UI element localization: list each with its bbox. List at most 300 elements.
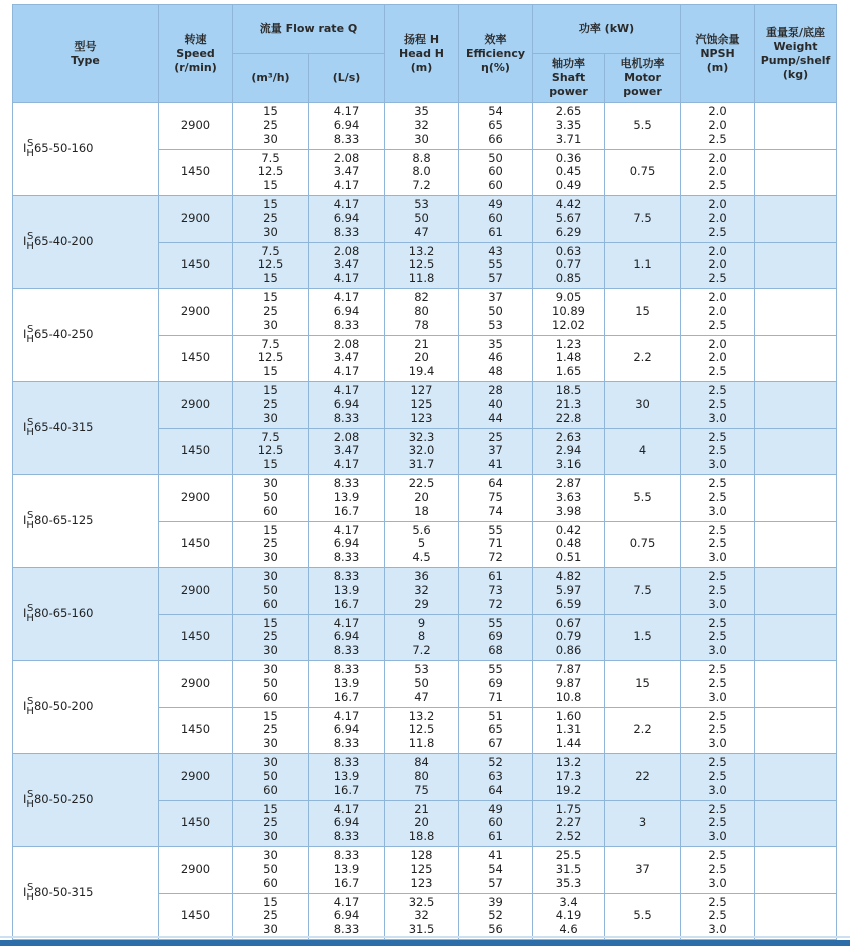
head-cell <box>385 754 459 801</box>
model-prefix: I <box>23 513 27 528</box>
model-number: 80-50-200 <box>33 699 94 714</box>
npsh-value: 2.5 <box>708 722 727 737</box>
weight-cell <box>755 382 837 429</box>
table-row <box>13 289 837 336</box>
model-number: 65-40-200 <box>33 234 94 249</box>
shaft-power-value: 9.05 <box>555 290 582 305</box>
flow-ls-value: 4.17 <box>333 104 360 119</box>
shaft-power-value: 3.71 <box>555 131 582 146</box>
head-cell <box>385 707 459 754</box>
efficiency-value: 48 <box>488 364 503 379</box>
flow-ls-cell <box>309 475 385 522</box>
head-value: 32.5 <box>408 894 435 909</box>
shaft-power-value: 2.87 <box>555 476 582 491</box>
shaft-power-cell <box>533 893 605 940</box>
flow-m3h-cell <box>233 893 309 940</box>
efficiency-value: 44 <box>488 410 503 425</box>
model-prefix: I <box>23 606 27 621</box>
head-value: 32 <box>414 908 429 923</box>
npsh-value: 2.0 <box>708 257 727 272</box>
speed-cell: 2900 <box>159 754 233 801</box>
flow-m3h-value: 30 <box>263 829 278 844</box>
model-number: 80-50-250 <box>33 792 94 807</box>
flow-ls-value: 8.33 <box>333 829 360 844</box>
npsh-value: 2.5 <box>708 271 727 286</box>
header-power: 功率 (kW) <box>533 5 681 54</box>
head-value: 82 <box>414 290 429 305</box>
header-head: 扬程 H Head H (m) <box>385 5 459 103</box>
flow-m3h-value: 30 <box>263 848 278 863</box>
head-value: 125 <box>410 396 433 411</box>
flow-m3h-value: 12.5 <box>257 350 284 365</box>
shaft-power-value: 7.87 <box>555 662 582 677</box>
head-value: 29 <box>414 596 429 611</box>
flow-ls-value: 16.7 <box>333 782 360 797</box>
head-cell <box>385 661 459 708</box>
flow-ls-value: 4.17 <box>333 615 360 630</box>
speed-cell: 2900 <box>159 661 233 708</box>
shaft-power-value: 1.65 <box>555 364 582 379</box>
efficiency-value: 57 <box>488 875 503 890</box>
npsh-value: 2.5 <box>708 615 727 630</box>
table-row <box>13 661 837 708</box>
efficiency-cell <box>459 196 533 243</box>
model-cell <box>13 847 159 940</box>
head-value: 50 <box>414 675 429 690</box>
efficiency-value: 57 <box>488 271 503 286</box>
flow-ls-value: 4.17 <box>333 364 360 379</box>
flow-m3h-value: 15 <box>263 383 278 398</box>
head-value: 11.8 <box>408 736 435 751</box>
flow-ls-value: 8.33 <box>333 736 360 751</box>
flow-ls-value: 4.17 <box>333 290 360 305</box>
npsh-value: 3.0 <box>708 550 727 565</box>
head-cell <box>385 289 459 336</box>
weight-cell <box>755 614 837 661</box>
head-cell <box>385 149 459 196</box>
shaft-power-value: 0.42 <box>555 522 582 537</box>
flow-m3h-value: 25 <box>263 722 278 737</box>
flow-m3h-value: 7.5 <box>261 429 280 444</box>
header-motor-power: 电机功率 Motor power <box>605 54 681 103</box>
flow-m3h-cell <box>233 196 309 243</box>
motor-power-cell: 2.2 <box>605 707 681 754</box>
weight-cell <box>755 103 837 150</box>
npsh-value: 2.5 <box>708 396 727 411</box>
head-cell <box>385 800 459 847</box>
shaft-power-value: 5.97 <box>555 582 582 597</box>
efficiency-value: 49 <box>488 197 503 212</box>
flow-m3h-value: 30 <box>263 131 278 146</box>
npsh-value: 3.0 <box>708 875 727 890</box>
head-cell <box>385 428 459 475</box>
motor-power-cell: 22 <box>605 754 681 801</box>
model-cell <box>13 382 159 475</box>
efficiency-value: 55 <box>488 615 503 630</box>
model-sup-sub <box>26 511 34 531</box>
flow-ls-value: 4.17 <box>333 457 360 472</box>
head-value: 18 <box>414 503 429 518</box>
model-cell <box>13 475 159 568</box>
table-row <box>13 475 837 522</box>
head-value: 4.5 <box>412 550 431 565</box>
head-value: 12.5 <box>408 722 435 737</box>
flow-ls-value: 4.17 <box>333 522 360 537</box>
model-sup-sub <box>26 604 34 624</box>
model-sup: S <box>26 789 34 800</box>
npsh-value: 2.0 <box>708 243 727 258</box>
flow-ls-cell <box>309 242 385 289</box>
head-cell <box>385 568 459 615</box>
pump-spec-table <box>12 4 837 940</box>
flow-m3h-cell <box>233 289 309 336</box>
efficiency-value: 41 <box>488 848 503 863</box>
flow-ls-value: 8.33 <box>333 569 360 584</box>
flow-m3h-cell <box>233 800 309 847</box>
header-efficiency: 效率 Efficiency η(%) <box>459 5 533 103</box>
shaft-power-value: 3.63 <box>555 489 582 504</box>
flow-m3h-cell <box>233 568 309 615</box>
flow-m3h-value: 50 <box>263 582 278 597</box>
flow-ls-cell <box>309 661 385 708</box>
shaft-power-value: 6.59 <box>555 596 582 611</box>
head-cell <box>385 335 459 382</box>
shaft-power-value: 1.23 <box>555 336 582 351</box>
weight-cell <box>755 196 837 243</box>
flow-ls-value: 4.17 <box>333 801 360 816</box>
shaft-power-cell <box>533 754 605 801</box>
efficiency-value: 69 <box>488 675 503 690</box>
npsh-cell <box>681 568 755 615</box>
efficiency-cell <box>459 428 533 475</box>
head-cell <box>385 196 459 243</box>
npsh-cell <box>681 196 755 243</box>
npsh-value: 2.5 <box>708 224 727 239</box>
shaft-power-cell <box>533 475 605 522</box>
model-number: 65-40-250 <box>33 327 94 342</box>
model-number: 80-65-160 <box>33 606 94 621</box>
npsh-cell <box>681 475 755 522</box>
model-prefix: I <box>23 327 27 342</box>
shaft-power-value: 4.19 <box>555 908 582 923</box>
weight-cell <box>755 661 837 708</box>
speed-cell: 1450 <box>159 242 233 289</box>
motor-power-cell: 7.5 <box>605 568 681 615</box>
flow-ls-value: 4.17 <box>333 708 360 723</box>
shaft-power-value: 2.63 <box>555 429 582 444</box>
weight-cell <box>755 289 837 336</box>
flow-ls-value: 13.9 <box>333 582 360 597</box>
efficiency-value: 52 <box>488 908 503 923</box>
shaft-power-value: 21.3 <box>555 396 582 411</box>
shaft-power-value: 0.86 <box>555 643 582 658</box>
flow-m3h-value: 25 <box>263 908 278 923</box>
npsh-value: 3.0 <box>708 410 727 425</box>
efficiency-value: 72 <box>488 550 503 565</box>
shaft-power-value: 35.3 <box>555 875 582 890</box>
head-value: 32 <box>414 582 429 597</box>
efficiency-value: 37 <box>488 290 503 305</box>
npsh-value: 2.5 <box>708 131 727 146</box>
flow-m3h-value: 15 <box>263 197 278 212</box>
efficiency-value: 72 <box>488 596 503 611</box>
npsh-value: 2.5 <box>708 768 727 783</box>
efficiency-value: 43 <box>488 243 503 258</box>
efficiency-cell <box>459 707 533 754</box>
npsh-value: 2.5 <box>708 708 727 723</box>
npsh-value: 2.5 <box>708 801 727 816</box>
flow-ls-cell <box>309 335 385 382</box>
flow-ls-value: 8.33 <box>333 410 360 425</box>
efficiency-value: 69 <box>488 629 503 644</box>
motor-power-cell: 30 <box>605 382 681 429</box>
speed-cell: 2900 <box>159 289 233 336</box>
flow-ls-value: 16.7 <box>333 596 360 611</box>
efficiency-value: 51 <box>488 708 503 723</box>
flow-ls-cell <box>309 382 385 429</box>
npsh-value: 2.5 <box>708 522 727 537</box>
model-sup: S <box>26 231 34 242</box>
head-value: 8 <box>417 629 426 644</box>
shaft-power-value: 2.94 <box>555 443 582 458</box>
shaft-power-value: 0.49 <box>555 178 582 193</box>
efficiency-value: 61 <box>488 569 503 584</box>
npsh-value: 2.0 <box>708 117 727 132</box>
flow-m3h-value: 7.5 <box>261 336 280 351</box>
flow-m3h-value: 60 <box>263 875 278 890</box>
npsh-value: 2.5 <box>708 569 727 584</box>
flow-ls-value: 8.33 <box>333 476 360 491</box>
efficiency-value: 75 <box>488 489 503 504</box>
flow-ls-value: 8.33 <box>333 317 360 332</box>
shaft-power-value: 2.65 <box>555 104 582 119</box>
npsh-value: 2.0 <box>708 350 727 365</box>
efficiency-value: 65 <box>488 117 503 132</box>
flow-m3h-value: 30 <box>263 922 278 937</box>
efficiency-value: 53 <box>488 317 503 332</box>
speed-cell: 2900 <box>159 475 233 522</box>
table-body <box>13 103 837 940</box>
model-sub: H <box>26 241 34 252</box>
speed-cell: 2900 <box>159 568 233 615</box>
flow-ls-cell <box>309 754 385 801</box>
speed-cell: 1450 <box>159 800 233 847</box>
flow-ls-value: 8.33 <box>333 224 360 239</box>
flow-ls-value: 13.9 <box>333 768 360 783</box>
flow-m3h-value: 50 <box>263 489 278 504</box>
flow-m3h-value: 30 <box>263 317 278 332</box>
shaft-power-value: 0.51 <box>555 550 582 565</box>
head-value: 32.0 <box>408 443 435 458</box>
model-prefix: I <box>23 234 27 249</box>
model-sup-sub <box>26 139 34 159</box>
flow-m3h-cell <box>233 335 309 382</box>
table-row <box>13 382 837 429</box>
shaft-power-value: 2.52 <box>555 829 582 844</box>
header-shaft-power: 轴功率 Shaft power <box>533 54 605 103</box>
head-value: 31.5 <box>408 922 435 937</box>
flow-m3h-cell <box>233 847 309 894</box>
head-value: 78 <box>414 317 429 332</box>
head-value: 32.3 <box>408 429 435 444</box>
header-speed: 转速 Speed (r/min) <box>159 5 233 103</box>
efficiency-cell <box>459 289 533 336</box>
shaft-power-value: 0.48 <box>555 536 582 551</box>
flow-m3h-value: 30 <box>263 755 278 770</box>
flow-ls-value: 8.33 <box>333 848 360 863</box>
efficiency-value: 37 <box>488 443 503 458</box>
flow-ls-value: 4.17 <box>333 894 360 909</box>
shaft-power-value: 0.36 <box>555 150 582 165</box>
npsh-value: 3.0 <box>708 736 727 751</box>
flow-m3h-value: 15 <box>263 364 278 379</box>
header-flow-ls: (L/s) <box>309 54 385 103</box>
flow-m3h-value: 15 <box>263 522 278 537</box>
efficiency-cell <box>459 568 533 615</box>
head-value: 7.2 <box>412 178 431 193</box>
shaft-power-value: 18.5 <box>555 383 582 398</box>
motor-power-cell: 7.5 <box>605 196 681 243</box>
head-cell <box>385 614 459 661</box>
shaft-power-cell <box>533 568 605 615</box>
flow-ls-value: 4.17 <box>333 178 360 193</box>
efficiency-cell <box>459 754 533 801</box>
flow-m3h-value: 30 <box>263 410 278 425</box>
model-prefix: I <box>23 885 27 900</box>
efficiency-value: 52 <box>488 755 503 770</box>
head-value: 123 <box>410 875 433 890</box>
efficiency-value: 65 <box>488 722 503 737</box>
flow-ls-value: 2.08 <box>333 243 360 258</box>
model-sup: S <box>26 603 34 614</box>
shaft-power-cell <box>533 521 605 568</box>
npsh-value: 2.5 <box>708 582 727 597</box>
motor-power-cell: 2.2 <box>605 335 681 382</box>
weight-cell <box>755 475 837 522</box>
header-model: 型号 Type <box>13 5 159 103</box>
flow-ls-value: 16.7 <box>333 875 360 890</box>
flow-m3h-value: 15 <box>263 178 278 193</box>
flow-ls-cell <box>309 614 385 661</box>
efficiency-value: 67 <box>488 736 503 751</box>
flow-m3h-value: 50 <box>263 861 278 876</box>
weight-cell <box>755 568 837 615</box>
shaft-power-cell <box>533 242 605 289</box>
efficiency-value: 55 <box>488 522 503 537</box>
shaft-power-value: 4.82 <box>555 569 582 584</box>
efficiency-value: 60 <box>488 210 503 225</box>
model-sup-sub <box>26 232 34 252</box>
head-value: 5.6 <box>412 522 431 537</box>
efficiency-value: 64 <box>488 476 503 491</box>
motor-power-cell: 1.5 <box>605 614 681 661</box>
speed-cell: 2900 <box>159 196 233 243</box>
motor-power-cell: 15 <box>605 661 681 708</box>
flow-ls-value: 6.94 <box>333 536 360 551</box>
motor-power-cell: 4 <box>605 428 681 475</box>
flow-m3h-value: 15 <box>263 104 278 119</box>
efficiency-value: 49 <box>488 801 503 816</box>
efficiency-value: 60 <box>488 164 503 179</box>
flow-m3h-value: 30 <box>263 224 278 239</box>
flow-ls-cell <box>309 103 385 150</box>
npsh-value: 2.5 <box>708 536 727 551</box>
flow-m3h-cell <box>233 661 309 708</box>
weight-cell <box>755 707 837 754</box>
weight-cell <box>755 800 837 847</box>
flow-m3h-cell <box>233 754 309 801</box>
head-value: 47 <box>414 689 429 704</box>
npsh-value: 2.5 <box>708 908 727 923</box>
flow-ls-value: 4.17 <box>333 197 360 212</box>
flow-ls-value: 8.33 <box>333 755 360 770</box>
model-sub: H <box>26 892 34 903</box>
shaft-power-value: 19.2 <box>555 782 582 797</box>
shaft-power-value: 1.44 <box>555 736 582 751</box>
flow-ls-value: 8.33 <box>333 131 360 146</box>
npsh-value: 2.5 <box>708 848 727 863</box>
model-sup: S <box>26 882 34 893</box>
head-value: 18.8 <box>408 829 435 844</box>
npsh-value: 2.0 <box>708 290 727 305</box>
npsh-cell <box>681 707 755 754</box>
model-sub: H <box>26 334 34 345</box>
head-value: 125 <box>410 861 433 876</box>
shaft-power-value: 1.60 <box>555 708 582 723</box>
head-cell <box>385 893 459 940</box>
flow-m3h-value: 15 <box>263 271 278 286</box>
npsh-value: 2.5 <box>708 894 727 909</box>
flow-m3h-value: 25 <box>263 815 278 830</box>
model-cell <box>13 754 159 847</box>
shaft-power-cell <box>533 103 605 150</box>
shaft-power-value: 0.77 <box>555 257 582 272</box>
npsh-value: 2.5 <box>708 476 727 491</box>
head-value: 47 <box>414 224 429 239</box>
footer-divider <box>0 936 850 938</box>
efficiency-value: 35 <box>488 336 503 351</box>
model-cell <box>13 289 159 382</box>
efficiency-cell <box>459 475 533 522</box>
shaft-power-value: 6.29 <box>555 224 582 239</box>
flow-ls-value: 3.47 <box>333 257 360 272</box>
efficiency-cell <box>459 847 533 894</box>
flow-ls-value: 6.94 <box>333 629 360 644</box>
table-row <box>13 568 837 615</box>
model-sup: S <box>26 138 34 149</box>
head-value: 9 <box>417 615 426 630</box>
efficiency-value: 60 <box>488 178 503 193</box>
flow-m3h-value: 15 <box>263 615 278 630</box>
model-sup-sub <box>26 325 34 345</box>
weight-cell <box>755 149 837 196</box>
flow-ls-value: 2.08 <box>333 150 360 165</box>
motor-power-cell: 3 <box>605 800 681 847</box>
flow-ls-cell <box>309 893 385 940</box>
shaft-power-value: 1.31 <box>555 722 582 737</box>
model-sub: H <box>26 799 34 810</box>
weight-cell <box>755 335 837 382</box>
flow-m3h-value: 50 <box>263 768 278 783</box>
model-sup: S <box>26 696 34 707</box>
shaft-power-value: 17.3 <box>555 768 582 783</box>
npsh-value: 2.5 <box>708 629 727 644</box>
model-sup-sub <box>26 883 34 903</box>
flow-m3h-value: 30 <box>263 643 278 658</box>
flow-m3h-value: 7.5 <box>261 150 280 165</box>
flow-m3h-value: 30 <box>263 569 278 584</box>
efficiency-value: 41 <box>488 457 503 472</box>
